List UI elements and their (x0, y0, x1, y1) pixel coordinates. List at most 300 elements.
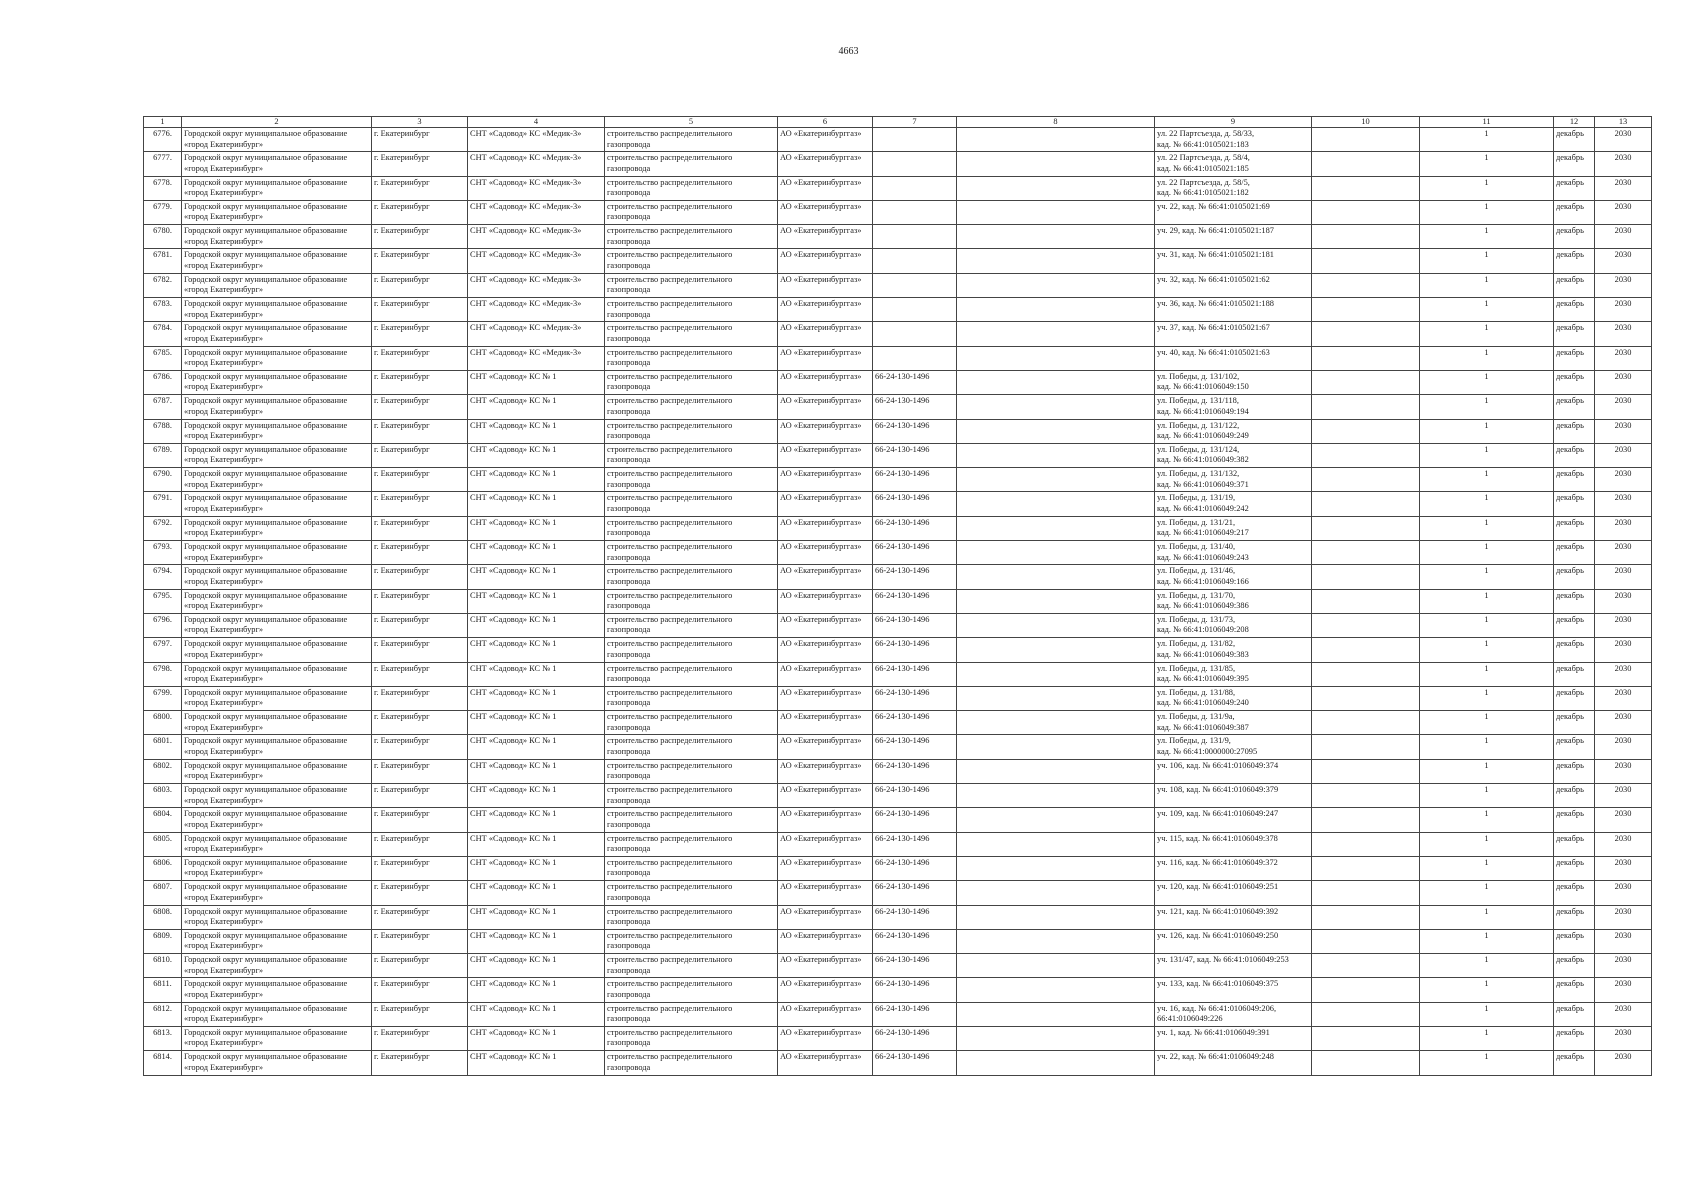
month-cell: декабрь (1554, 273, 1595, 297)
city-cell: г. Екатеринбург (372, 468, 468, 492)
address-cell-line: ул. Победы, д. 131/9, (1157, 736, 1231, 746)
column-10-cell (1312, 419, 1420, 443)
quantity-cell: 1 (1420, 128, 1554, 152)
address-cell (1155, 249, 1312, 273)
column-10-cell (1312, 711, 1420, 735)
address-cell (1155, 1026, 1312, 1050)
table-row (144, 881, 1652, 905)
column-8-cell (957, 443, 1155, 467)
work-type-cell (605, 735, 778, 759)
address-cell (1155, 346, 1312, 370)
municipality-cell (182, 516, 372, 540)
work-type-cell-line: газопровода (607, 795, 651, 805)
settlement-cell: СНТ «Садовод» КС № 1 (468, 565, 605, 589)
work-type-cell-line: газопровода (607, 333, 651, 343)
settlement-cell: СНТ «Садовод» КС № 1 (468, 686, 605, 710)
quantity-cell: 1 (1420, 662, 1554, 686)
settlement-cell: СНТ «Садовод» КС «Медик-3» (468, 152, 605, 176)
work-type-cell (605, 298, 778, 322)
municipality-cell (182, 346, 372, 370)
settlement-cell: СНТ «Садовод» КС «Медик-3» (468, 249, 605, 273)
column-8-cell (957, 881, 1155, 905)
column-8-cell (957, 565, 1155, 589)
quantity-cell: 1 (1420, 589, 1554, 613)
program-code-cell: 66-24-130-1496 (873, 468, 957, 492)
table-row (144, 541, 1652, 565)
column-10-cell (1312, 346, 1420, 370)
municipality-cell (182, 613, 372, 637)
work-type-cell-line: газопровода (607, 892, 651, 902)
year-cell: 2030 (1595, 613, 1652, 637)
work-type-cell-line: строительство распределительного (607, 274, 733, 284)
municipality-cell (182, 978, 372, 1002)
column-8-cell (957, 128, 1155, 152)
column-8-cell (957, 589, 1155, 613)
settlement-cell: СНТ «Садовод» КС № 1 (468, 516, 605, 540)
address-cell-line: кад. № 66:41:0106049:208 (1157, 625, 1249, 635)
row-number: 6776. (144, 128, 182, 152)
address-cell-line: ул. Победы, д. 131/40, (1157, 542, 1236, 552)
column-8-cell (957, 152, 1155, 176)
work-type-cell-line: газопровода (607, 260, 651, 270)
row-number: 6804. (144, 808, 182, 832)
month-cell: декабрь (1554, 978, 1595, 1002)
month-cell: декабрь (1554, 443, 1595, 467)
city-cell: г. Екатеринбург (372, 492, 468, 516)
municipality-cell (182, 832, 372, 856)
year-cell: 2030 (1595, 346, 1652, 370)
program-code-cell: 66-24-130-1496 (873, 954, 957, 978)
address-cell-line: ул. Победы, д. 131/82, (1157, 639, 1236, 649)
column-10-cell (1312, 200, 1420, 224)
month-cell: декабрь (1554, 1026, 1595, 1050)
city-cell: г. Екатеринбург (372, 784, 468, 808)
municipality-cell-line: Городской округ муниципальное образование (184, 614, 348, 624)
settlement-cell: СНТ «Садовод» КС № 1 (468, 905, 605, 929)
row-number: 6781. (144, 249, 182, 273)
row-number: 6791. (144, 492, 182, 516)
quantity-cell: 1 (1420, 419, 1554, 443)
city-cell: г. Екатеринбург (372, 225, 468, 249)
column-8-cell (957, 613, 1155, 637)
municipality-cell-line: «город Екатеринбург» (184, 479, 264, 489)
municipality-cell-line: «город Екатеринбург» (184, 309, 264, 319)
year-cell: 2030 (1595, 370, 1652, 394)
work-type-cell-line: строительство распределительного (607, 906, 733, 916)
municipality-cell (182, 954, 372, 978)
column-10-cell (1312, 954, 1420, 978)
city-cell: г. Екатеринбург (372, 541, 468, 565)
column-header: 12 (1554, 117, 1595, 128)
municipality-cell (182, 589, 372, 613)
address-cell (1155, 784, 1312, 808)
program-code-cell: 66-24-130-1496 (873, 1002, 957, 1026)
municipality-cell-line: «город Екатеринбург» (184, 382, 264, 392)
work-type-cell-line: газопровода (607, 139, 651, 149)
row-number: 6792. (144, 516, 182, 540)
municipality-cell-line: «город Екатеринбург» (184, 746, 264, 756)
address-cell-line: уч. 133, кад. № 66:41:0106049:375 (1157, 979, 1279, 989)
quantity-cell: 1 (1420, 249, 1554, 273)
table-row (144, 589, 1652, 613)
city-cell: г. Екатеринбург (372, 613, 468, 637)
organization-cell: АО «Екатеринбурггаз» (778, 1026, 873, 1050)
city-cell: г. Екатеринбург (372, 249, 468, 273)
column-header: 11 (1420, 117, 1554, 128)
municipality-cell-line: «город Екатеринбург» (184, 795, 264, 805)
row-number: 6805. (144, 832, 182, 856)
month-cell: декабрь (1554, 176, 1595, 200)
address-cell (1155, 370, 1312, 394)
organization-cell: АО «Екатеринбурггаз» (778, 492, 873, 516)
year-cell: 2030 (1595, 176, 1652, 200)
row-number: 6778. (144, 176, 182, 200)
municipality-cell-line: «город Екатеринбург» (184, 722, 264, 732)
work-type-cell-line: строительство распределительного (607, 566, 733, 576)
year-cell: 2030 (1595, 200, 1652, 224)
organization-cell: АО «Екатеринбурггаз» (778, 152, 873, 176)
organization-cell: АО «Екатеринбурггаз» (778, 298, 873, 322)
address-cell (1155, 856, 1312, 880)
municipality-cell (182, 565, 372, 589)
work-type-cell-line: строительство распределительного (607, 736, 733, 746)
municipality-cell-line: Городской округ муниципальное образование (184, 687, 348, 697)
work-type-cell-line: газопровода (607, 674, 651, 684)
row-number: 6814. (144, 1051, 182, 1075)
program-code-cell (873, 273, 957, 297)
address-cell (1155, 541, 1312, 565)
column-10-cell (1312, 613, 1420, 637)
month-cell: декабрь (1554, 322, 1595, 346)
column-8-cell (957, 832, 1155, 856)
table-row (144, 249, 1652, 273)
municipality-cell-line: «город Екатеринбург» (184, 989, 264, 999)
quantity-cell: 1 (1420, 298, 1554, 322)
month-cell: декабрь (1554, 298, 1595, 322)
quantity-cell: 1 (1420, 954, 1554, 978)
settlement-cell: СНТ «Садовод» КС «Медик-3» (468, 346, 605, 370)
address-cell (1155, 1002, 1312, 1026)
year-cell: 2030 (1595, 395, 1652, 419)
column-header: 4 (468, 117, 605, 128)
municipality-cell-line: Городской округ муниципальное образование (184, 469, 348, 479)
municipality-cell (182, 856, 372, 880)
month-cell: декабрь (1554, 905, 1595, 929)
table-row (144, 200, 1652, 224)
address-cell-line: кад. № 66:41:0106049:150 (1157, 382, 1249, 392)
settlement-cell: СНТ «Садовод» КС № 1 (468, 954, 605, 978)
work-type-cell (605, 832, 778, 856)
column-10-cell (1312, 881, 1420, 905)
work-type-cell (605, 881, 778, 905)
address-cell-line: уч. 37, кад. № 66:41:0105021:67 (1157, 323, 1270, 333)
address-cell-line: кад. № 66:41:0105021:182 (1157, 188, 1249, 198)
column-10-cell (1312, 273, 1420, 297)
organization-cell: АО «Екатеринбурггаз» (778, 395, 873, 419)
column-8-cell (957, 492, 1155, 516)
work-type-cell (605, 419, 778, 443)
municipality-cell (182, 468, 372, 492)
settlement-cell: СНТ «Садовод» КС «Медик-3» (468, 273, 605, 297)
settlement-cell: СНТ «Садовод» КС № 1 (468, 589, 605, 613)
column-8-cell (957, 808, 1155, 832)
address-cell (1155, 954, 1312, 978)
schedule-table-wrapper (143, 116, 1652, 1076)
month-cell: декабрь (1554, 686, 1595, 710)
municipality-cell-line: Городской округ муниципальное образование (184, 712, 348, 722)
work-type-cell-line: газопровода (607, 601, 651, 611)
municipality-cell (182, 759, 372, 783)
municipality-cell (182, 638, 372, 662)
column-10-cell (1312, 298, 1420, 322)
month-cell: декабрь (1554, 662, 1595, 686)
municipality-cell (182, 249, 372, 273)
address-cell (1155, 565, 1312, 589)
table-row (144, 370, 1652, 394)
column-10-cell (1312, 128, 1420, 152)
month-cell: декабрь (1554, 128, 1595, 152)
row-number: 6801. (144, 735, 182, 759)
organization-cell: АО «Екатеринбурггаз» (778, 759, 873, 783)
work-type-cell-line: строительство распределительного (607, 955, 733, 965)
settlement-cell: СНТ «Садовод» КС № 1 (468, 978, 605, 1002)
work-type-cell (605, 249, 778, 273)
row-number: 6787. (144, 395, 182, 419)
settlement-cell: СНТ «Садовод» КС № 1 (468, 468, 605, 492)
table-row (144, 856, 1652, 880)
organization-cell: АО «Екатеринбурггаз» (778, 638, 873, 662)
address-cell-line: ул. Победы, д. 131/85, (1157, 663, 1236, 673)
column-header: 2 (182, 117, 372, 128)
column-10-cell (1312, 832, 1420, 856)
work-type-cell-line: строительство распределительного (607, 1052, 733, 1062)
table-row (144, 492, 1652, 516)
work-type-cell (605, 176, 778, 200)
table-row (144, 929, 1652, 953)
organization-cell: АО «Екатеринбурггаз» (778, 176, 873, 200)
quantity-cell: 1 (1420, 152, 1554, 176)
settlement-cell: СНТ «Садовод» КС № 1 (468, 395, 605, 419)
program-code-cell: 66-24-130-1496 (873, 832, 957, 856)
column-header: 5 (605, 117, 778, 128)
year-cell: 2030 (1595, 249, 1652, 273)
work-type-cell-line: газопровода (607, 212, 651, 222)
organization-cell: АО «Екатеринбурггаз» (778, 565, 873, 589)
work-type-cell-line: строительство распределительного (607, 420, 733, 430)
settlement-cell: СНТ «Садовод» КС № 1 (468, 929, 605, 953)
work-type-cell-line: строительство распределительного (607, 857, 733, 867)
work-type-cell-line: строительство распределительного (607, 396, 733, 406)
address-cell-line: уч. 1, кад. № 66:41:0106049:391 (1157, 1027, 1270, 1037)
quantity-cell: 1 (1420, 638, 1554, 662)
municipality-cell-line: «город Екатеринбург» (184, 698, 264, 708)
municipality-cell (182, 370, 372, 394)
municipality-cell-line: Городской округ муниципальное образование (184, 177, 348, 187)
address-cell-line: ул. Победы, д. 131/21, (1157, 517, 1236, 527)
table-row (144, 346, 1652, 370)
program-code-cell: 66-24-130-1496 (873, 589, 957, 613)
work-type-cell (605, 128, 778, 152)
column-10-cell (1312, 1002, 1420, 1026)
address-cell (1155, 808, 1312, 832)
address-cell (1155, 662, 1312, 686)
column-10-cell (1312, 565, 1420, 589)
address-cell-line: кад. № 66:41:0106049:386 (1157, 601, 1249, 611)
month-cell: декабрь (1554, 516, 1595, 540)
work-type-cell-line: строительство распределительного (607, 226, 733, 236)
row-number: 6793. (144, 541, 182, 565)
municipality-cell-line: «город Екатеринбург» (184, 406, 264, 416)
program-code-cell (873, 298, 957, 322)
municipality-cell-line: Городской округ муниципальное образование (184, 250, 348, 260)
work-type-cell (605, 954, 778, 978)
month-cell: декабрь (1554, 152, 1595, 176)
work-type-cell (605, 200, 778, 224)
municipality-cell (182, 128, 372, 152)
column-8-cell (957, 784, 1155, 808)
work-type-cell (605, 808, 778, 832)
municipality-cell (182, 881, 372, 905)
municipality-cell-line: «город Екатеринбург» (184, 163, 264, 173)
table-row (144, 686, 1652, 710)
program-code-cell: 66-24-130-1496 (873, 759, 957, 783)
table-row (144, 735, 1652, 759)
municipality-cell-line: «город Екатеринбург» (184, 819, 264, 829)
work-type-cell-line: строительство распределительного (607, 785, 733, 795)
work-type-cell (605, 395, 778, 419)
column-8-cell (957, 176, 1155, 200)
municipality-cell (182, 784, 372, 808)
organization-cell: АО «Екатеринбурггаз» (778, 346, 873, 370)
column-10-cell (1312, 395, 1420, 419)
month-cell: декабрь (1554, 395, 1595, 419)
column-8-cell (957, 200, 1155, 224)
municipality-cell-line: «город Екатеринбург» (184, 260, 264, 270)
settlement-cell: СНТ «Садовод» КС № 1 (468, 784, 605, 808)
address-cell-line: уч. 131/47, кад. № 66:41:0106049:253 (1157, 955, 1289, 965)
work-type-cell-line: строительство распределительного (607, 1003, 733, 1013)
work-type-cell-line: строительство распределительного (607, 201, 733, 211)
row-number: 6780. (144, 225, 182, 249)
municipality-cell-line: Городской округ муниципальное образование (184, 517, 348, 527)
row-number: 6802. (144, 759, 182, 783)
row-number: 6796. (144, 613, 182, 637)
work-type-cell (605, 638, 778, 662)
program-code-cell: 66-24-130-1496 (873, 370, 957, 394)
work-type-cell-line: строительство распределительного (607, 663, 733, 673)
table-row (144, 565, 1652, 589)
address-cell-line: уч. 109, кад. № 66:41:0106049:247 (1157, 809, 1279, 819)
city-cell: г. Екатеринбург (372, 711, 468, 735)
work-type-cell-line: строительство распределительного (607, 129, 733, 138)
work-type-cell-line: газопровода (607, 989, 651, 999)
column-8-cell (957, 1026, 1155, 1050)
column-10-cell (1312, 152, 1420, 176)
address-cell (1155, 273, 1312, 297)
table-row (144, 759, 1652, 783)
city-cell: г. Екатеринбург (372, 322, 468, 346)
municipality-cell-line: Городской округ муниципальное образование (184, 396, 348, 406)
municipality-cell-line: Городской округ муниципальное образование (184, 566, 348, 576)
table-row (144, 225, 1652, 249)
settlement-cell: СНТ «Садовод» КС № 1 (468, 759, 605, 783)
year-cell: 2030 (1595, 881, 1652, 905)
municipality-cell-line: «город Екатеринбург» (184, 576, 264, 586)
column-header: 8 (957, 117, 1155, 128)
work-type-cell (605, 1002, 778, 1026)
work-type-cell-line: газопровода (607, 625, 651, 635)
organization-cell: АО «Екатеринбурггаз» (778, 443, 873, 467)
address-cell-line: уч. 106, кад. № 66:41:0106049:374 (1157, 760, 1279, 770)
address-cell-line: уч. 108, кад. № 66:41:0106049:379 (1157, 785, 1279, 795)
month-cell: декабрь (1554, 808, 1595, 832)
municipality-cell-line: «город Екатеринбург» (184, 965, 264, 975)
month-cell: декабрь (1554, 1002, 1595, 1026)
month-cell: декабрь (1554, 759, 1595, 783)
quantity-cell: 1 (1420, 1051, 1554, 1075)
organization-cell: АО «Екатеринбурггаз» (778, 516, 873, 540)
quantity-cell: 1 (1420, 711, 1554, 735)
work-type-cell (605, 443, 778, 467)
municipality-cell (182, 1002, 372, 1026)
table-row (144, 128, 1652, 152)
address-cell-line: кад. № 66:41:0105021:183 (1157, 139, 1249, 149)
address-cell-line: ул. Победы, д. 131/124, (1157, 444, 1240, 454)
row-number: 6811. (144, 978, 182, 1002)
work-type-cell (605, 346, 778, 370)
column-10-cell (1312, 589, 1420, 613)
column-8-cell (957, 225, 1155, 249)
year-cell: 2030 (1595, 856, 1652, 880)
year-cell: 2030 (1595, 516, 1652, 540)
organization-cell: АО «Екатеринбурггаз» (778, 735, 873, 759)
city-cell: г. Екатеринбург (372, 152, 468, 176)
address-cell-line: уч. 31, кад. № 66:41:0105021:181 (1157, 250, 1274, 260)
column-10-cell (1312, 516, 1420, 540)
work-type-cell (605, 978, 778, 1002)
row-number: 6810. (144, 954, 182, 978)
work-type-cell (605, 1051, 778, 1075)
municipality-cell-line: «город Екатеринбург» (184, 139, 264, 149)
address-cell-line: уч. 32, кад. № 66:41:0105021:62 (1157, 274, 1270, 284)
program-code-cell: 66-24-130-1496 (873, 905, 957, 929)
column-10-cell (1312, 638, 1420, 662)
month-cell: декабрь (1554, 249, 1595, 273)
program-code-cell: 66-24-130-1496 (873, 541, 957, 565)
municipality-cell-line: «город Екатеринбург» (184, 1062, 264, 1072)
month-cell: декабрь (1554, 346, 1595, 370)
municipality-cell (182, 200, 372, 224)
address-cell-line: кад. № 66:41:0106049:387 (1157, 722, 1249, 732)
municipality-cell-line: Городской округ муниципальное образование (184, 371, 348, 381)
address-cell-line: ул. Победы, д. 131/88, (1157, 687, 1236, 697)
month-cell: декабрь (1554, 370, 1595, 394)
municipality-cell-line: Городской округ муниципальное образование (184, 274, 348, 284)
organization-cell: АО «Екатеринбурггаз» (778, 613, 873, 637)
month-cell: декабрь (1554, 468, 1595, 492)
program-code-cell: 66-24-130-1496 (873, 516, 957, 540)
organization-cell: АО «Екатеринбурггаз» (778, 808, 873, 832)
work-type-cell-line: газопровода (607, 236, 651, 246)
municipality-cell-line: Городской округ муниципальное образование (184, 1052, 348, 1062)
work-type-cell-line: газопровода (607, 479, 651, 489)
program-code-cell: 66-24-130-1496 (873, 419, 957, 443)
city-cell: г. Екатеринбург (372, 954, 468, 978)
address-cell (1155, 881, 1312, 905)
organization-cell: АО «Екатеринбурггаз» (778, 686, 873, 710)
work-type-cell-line: газопровода (607, 771, 651, 781)
column-8-cell (957, 419, 1155, 443)
